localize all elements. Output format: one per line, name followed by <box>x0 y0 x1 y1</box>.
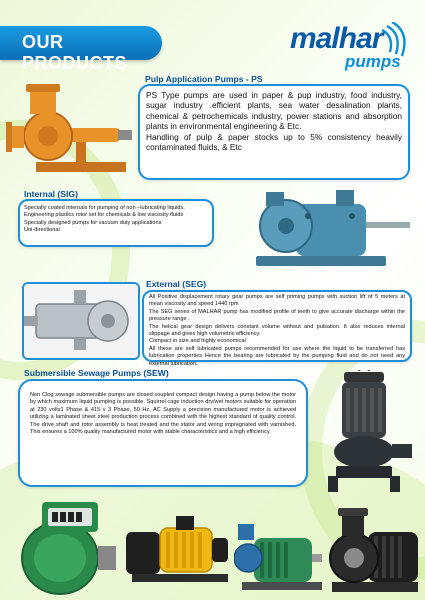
ps-section-title: Pulp Application Pumps - PS <box>145 74 263 84</box>
sig-section-title: Internal (SIG) <box>24 189 78 199</box>
industrial-pump-image <box>326 506 422 598</box>
seg-text-box <box>142 290 412 367</box>
ps-paragraph: Handling of pulp & paper stocks up to 5% consistency heavily contaminated fluids, & Etc <box>146 131 402 153</box>
self-priming-pump-image <box>122 510 232 588</box>
seg-line: Compact in size and highly economical <box>149 338 246 345</box>
sew-pump-image <box>314 370 414 494</box>
sig-line: Engineering plastics rotor set for chemicals & low viscosity fluids <box>24 212 184 219</box>
seg-description <box>149 294 405 368</box>
sig-line: Specially coated internals for pumping of non –lubricating liquids. <box>24 205 185 211</box>
seg-pump-image <box>24 284 138 358</box>
seg-line: All these are self lubricated pumps recommended for use where the liquid to be transferred has lubrication properties Hence the bearing are lubricated by the pumping fluid and do not need any external lubrication. <box>149 345 405 367</box>
monoblock-pump-image <box>234 514 326 594</box>
seg-section-title: External (SEG) <box>146 279 207 289</box>
ps-paragraph: PS Type pumps are used in paper & pup industry, food industry, sugar industry .efficient plants, sea water desalination plants, chemical & petrochemicals industry, power stations and absorption plants in environmental engineering & Etc. <box>146 90 402 132</box>
seg-line: The helical gear design delivers constant volume without and pulsation. It also reduces internal slippage and gives high volumetric efficiency. <box>149 323 405 338</box>
sew-text-box <box>18 379 308 487</box>
ps-text-box <box>138 84 410 180</box>
seg-line: All Positive displacement rotary gear pumps are self priming pumps with suction lift of 5 meters at mean viscosity and speed 1440 rpm <box>149 294 405 308</box>
seg-line: The SEG series of MALHAR pump has modified profile of teeth to give accurate discharge within the pressure range . <box>149 308 405 323</box>
malhar-logo <box>290 22 415 72</box>
sig-line: Uni-directional <box>24 227 60 234</box>
logo-sub: pumps <box>345 52 401 71</box>
sig-pump-image <box>226 186 418 278</box>
page-title-banner <box>0 26 162 73</box>
logo-brand: malhar <box>290 22 383 55</box>
ps-description <box>146 90 402 152</box>
sig-line: Specially designed pumps for vacuum duty applications <box>24 219 162 226</box>
flow-meter-image <box>20 498 118 596</box>
sew-description: Non Clog sewage submersible pumps are closed coupled compact design having a pump below the motor by which maximum liquid pumping is possible. Squirrel cage induction dry/wet motors suitable for operation at 230 volts1 Phase & 415 v 3 Phase, 50 Hz, AC Supply a precision manufactured motor is achieved utilizing a laminated sheet steel production process combined with the highest standard of quality control. The drive shaft and rotor assembly is heat treated and the stator and wiring impregnated with varnished. This ensures a 100% quality manufactured motor with stable characteristics and a high efficiency. <box>30 392 296 436</box>
sig-description <box>24 205 208 235</box>
sew-section-title: Submersible Sewage Pumps (SEW) <box>24 368 169 378</box>
seg-pump-photo <box>22 282 140 360</box>
ps-pump-image <box>6 78 134 178</box>
page-title: OUR PRODUCTS <box>22 32 128 73</box>
sig-text-box <box>18 199 214 247</box>
